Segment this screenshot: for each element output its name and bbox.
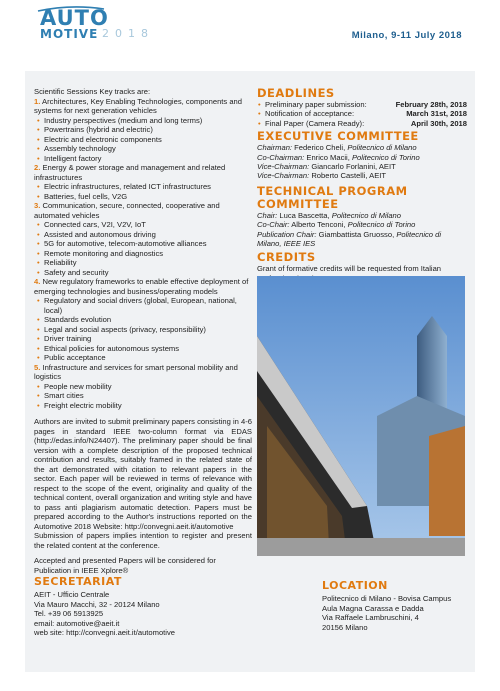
track-subitem: • Batteries, fuel cells, V2G <box>34 192 252 202</box>
tracks-list <box>34 97 252 411</box>
event-date: Milano, 9-11 July 2018 <box>351 30 462 41</box>
location-line: 20156 Milano <box>322 622 368 632</box>
track-subitem: • Legal and social aspects (privacy, responsibility) <box>34 325 252 335</box>
committee-role: Chair: <box>257 210 278 220</box>
track-subitem: • Standards evolution <box>34 315 252 325</box>
track-subitem: • Freight electric mobility <box>34 401 252 411</box>
track-subitem: • Ethical policies for autonomous systems <box>34 344 252 354</box>
track-title: Energy & power storage and management and related infrastructures <box>34 163 226 182</box>
header <box>0 0 500 46</box>
committee-row <box>257 143 467 152</box>
track-title: Architectures, Key Enabling Technologies, components and systems for next generation vehicles <box>34 96 242 115</box>
tracks-column <box>34 87 252 575</box>
committee-row <box>257 230 467 249</box>
secretariat-line: AEIT - Ufficio Centrale <box>34 590 110 599</box>
track-subitem: • Electric and electronic components <box>34 135 252 145</box>
deadlines-heading: DEADLINES <box>257 86 335 100</box>
credits-heading: CREDITS <box>257 250 316 265</box>
track-subitem: • Public acceptance <box>34 353 252 363</box>
track-subitem: • Intelligent factory <box>34 154 252 164</box>
track-number: 3. <box>34 201 41 210</box>
track-title: New regulatory frameworks to enable effective deployment of emerging technologies and business/operating models <box>34 277 249 296</box>
secretariat-line: web site: http://convegni.aeit.it/automotive <box>34 628 175 638</box>
location-line: Politecnico di Milano - Bovisa Campus <box>322 594 452 603</box>
track-subitem: • Industry perspectives (medium and long terms) <box>34 116 252 126</box>
deadline-label: Preliminary paper submission: <box>265 100 367 109</box>
committee-name: Federico Cheli, <box>294 143 346 153</box>
logo-motive: MOTIVE <box>40 27 99 41</box>
track-number: 1. <box>34 96 41 106</box>
info-column <box>257 87 467 283</box>
track-subitem: • Powertrains (hybrid and electric) <box>34 125 252 135</box>
track-item <box>34 277 252 296</box>
committee-row <box>257 153 467 162</box>
committee-name: Giancarlo Forlanini, AEIT <box>311 162 396 172</box>
committee-role: Co-Chairman: <box>257 152 305 162</box>
track-subitem: • Regulatory and social drivers (global, European, national, local) <box>34 296 252 315</box>
deadline-row <box>257 100 467 109</box>
committee-name: Luca Bascetta, <box>279 210 330 220</box>
tpc-heading: TECHNICAL PROGRAM COMMITTEE <box>257 183 408 211</box>
location-block <box>322 594 451 632</box>
committee-org: Politecnico di Milano <box>347 143 417 153</box>
tpc-list <box>257 211 467 249</box>
track-subitem: • Assisted and autonomous driving <box>34 230 252 240</box>
track-subitem: • 5G for automotive, telecom-automotive alliances <box>34 239 252 249</box>
secretariat-line: Via Mauro Macchi, 32 - 20124 Milano <box>34 599 160 609</box>
track-number: 4. <box>34 277 41 286</box>
track-subitem: • Assembly technology <box>34 144 252 154</box>
track-title: Communication, secure, connected, cooperative and automated vehicles <box>34 201 220 220</box>
track-title: Infrastructure and services for smart personal mobility and logistics <box>34 362 238 381</box>
track-subitem: • Smart cities <box>34 391 252 401</box>
track-number: 5. <box>34 362 41 372</box>
deadline-date: April 30th, 2018 <box>410 118 467 128</box>
accepted-text: Accepted and presented Papers will be considered for Publication in IEEE Xplore® <box>34 556 216 575</box>
logo-year: 2018 <box>102 27 154 40</box>
track-subitem: • Driver training <box>34 334 252 344</box>
committee-role: Publication Chair: <box>257 229 317 239</box>
committee-role: Vice-Chairman: <box>257 171 310 181</box>
authors-text: Authors are invited to submit preliminary papers consisting in 4-6 pages in standard IEEE two-column format via EDAS (http://edas.info/N24407). The preliminary paper should be final version with a complete description of the proposed technical contribution and results, suitably framed in the related state of the art demonstrated with citation to relevant papers in the sector. Each paper will be reviewed in terms of relevance with respect to the scope of the event, originality and quality of the technical content, overall organization and writing style and have to pass anti plagiarism automatic detection. Papers must be prepared according to the Author's instructions reported on the Automotive 2018 Website: http://convegni.aeit.it/automotive <box>34 417 252 531</box>
submission-text: Submission of papers implies intention to register and present the related content at the conference. <box>34 531 252 550</box>
committee-name: Giambattista Gruosso, <box>318 229 395 239</box>
venue-photo <box>257 276 465 556</box>
track-subitem: • Connected cars, V2I, V2V, IoT <box>34 220 252 230</box>
committee-role: Co-Chair: <box>257 220 290 230</box>
credits-text: Grant of formative credits will be requested from Italian <box>257 264 442 274</box>
location-line: Aula Magna Carassa e Dadda <box>322 603 424 613</box>
track-subitem: • Safety and security <box>34 268 252 278</box>
executive-heading: EXECUTIVE COMMITTEE <box>257 129 419 144</box>
deadline-date: March 31st, 2018 <box>406 109 467 119</box>
track-subitem: • Remote monitoring and diagnostics <box>34 249 252 259</box>
deadline-row <box>257 109 467 118</box>
executive-list <box>257 143 467 181</box>
track-item <box>34 363 252 382</box>
deadline-date: February 28th, 2018 <box>395 100 467 109</box>
track-number: 2. <box>34 163 41 172</box>
secretariat-line: email: automotive@aeit.it <box>34 618 120 628</box>
track-subitem: • Reliability <box>34 258 252 268</box>
secretariat-heading: SECRETARIAT <box>34 575 122 588</box>
committee-name: Alberto Tenconi, <box>291 220 346 230</box>
committee-name: Enrico Macii, <box>306 152 350 162</box>
committee-row <box>257 220 467 229</box>
deadline-label: Notification of acceptance: <box>265 109 355 119</box>
committee-name: Roberto Castelli, AEIT <box>311 171 387 181</box>
committee-org: Politecnico di Milano <box>331 210 401 220</box>
committee-row <box>257 171 467 180</box>
committee-row <box>257 211 467 220</box>
tracks-intro: Scientific Sessions Key tracks are: <box>34 87 151 96</box>
location-heading: LOCATION <box>322 579 388 592</box>
location-line: Via Raffaele Lambruschini, 4 <box>322 613 419 623</box>
logo-auto: AUTO <box>40 6 109 30</box>
secretariat-line: Tel. +39 06 5913925 <box>34 609 104 619</box>
track-item <box>34 201 252 220</box>
committee-org: Politecnico di Torino <box>347 220 416 230</box>
track-subitem: • Electric infrastructures, related ICT infrastructures <box>34 182 252 192</box>
track-item <box>34 163 252 182</box>
deadline-row <box>257 119 467 128</box>
committee-role: Vice-Chairman: <box>257 162 310 172</box>
committee-role: Chairman: <box>257 143 293 153</box>
committee-org: Politecnico di Milano, IEEE IES <box>257 229 442 249</box>
committee-org: Politecnico di Torino <box>351 152 420 162</box>
secretariat-block <box>34 590 175 638</box>
track-item <box>34 97 252 116</box>
committee-row <box>257 162 467 171</box>
deadlines-list <box>257 100 467 128</box>
track-subitem: • People new mobility <box>34 382 252 392</box>
deadline-label: Final Paper (Camera Ready): <box>265 118 365 128</box>
